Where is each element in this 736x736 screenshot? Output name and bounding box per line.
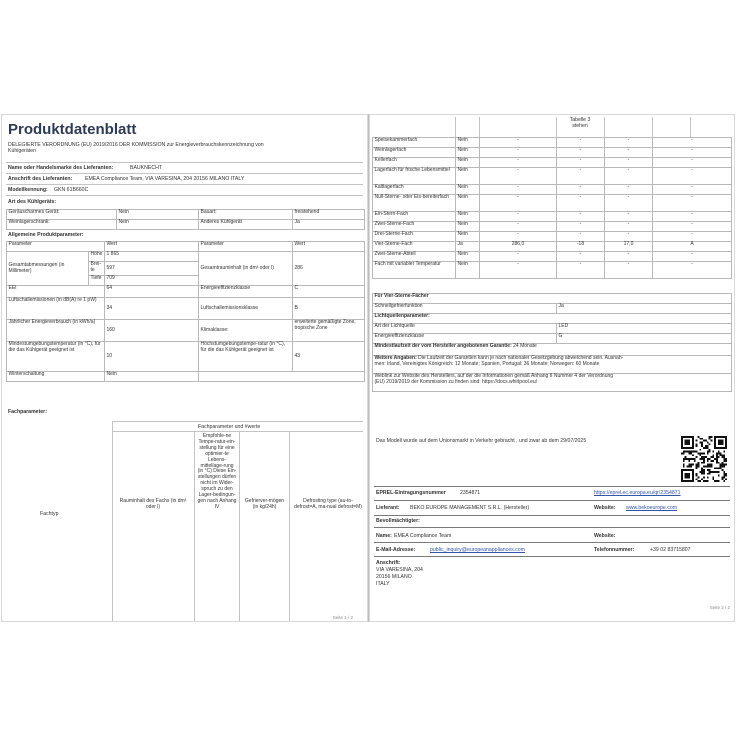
light-heading: Lichtquellenparameter: bbox=[373, 314, 732, 324]
table-cell: Null-Sterne- oder Eis-bereiterfach bbox=[373, 195, 456, 212]
table-cell: - bbox=[557, 232, 605, 242]
table-cell: - bbox=[480, 138, 557, 148]
table-row bbox=[7, 252, 365, 262]
table-cell: Nein bbox=[117, 210, 199, 220]
table-cell: - bbox=[653, 232, 732, 242]
table-cell: 597 bbox=[105, 262, 199, 276]
name-label: Name: bbox=[376, 533, 392, 539]
table-cell: - bbox=[653, 252, 732, 262]
regulation-line-1: DELEGIERTE VERORDNUNG (EU) 2019/2016 DER KOMMISSION zur Energieverbrauchskennzeichnung von bbox=[8, 142, 264, 148]
table-cell: Drei-Sterne-Fach bbox=[373, 232, 456, 242]
table-row bbox=[373, 356, 732, 374]
page-number: Seite 1 / 2 bbox=[332, 615, 353, 620]
table-header-line-1: Tabelle 3 bbox=[569, 117, 591, 123]
table-cell: - bbox=[480, 158, 557, 168]
table-cell: - bbox=[653, 262, 732, 279]
table-cell: Nein bbox=[456, 185, 480, 195]
table-cell: Jährlicher Energieverbrauch (in kWh/a) bbox=[7, 320, 105, 342]
table-row bbox=[373, 195, 732, 212]
email-link[interactable]: public_inquiry@europeanappliances.com bbox=[430, 547, 525, 553]
table-cell: B bbox=[293, 298, 365, 320]
website-link[interactable]: www.bekoeurope.com bbox=[626, 505, 678, 511]
table-cell: -18 bbox=[557, 242, 605, 252]
table-cell: - bbox=[557, 252, 605, 262]
table-cell: 43 bbox=[293, 342, 365, 372]
eprel-label: EPREL-Eintragungsnummer bbox=[376, 490, 446, 496]
table-cell: - bbox=[557, 212, 605, 222]
table-row bbox=[7, 342, 365, 372]
table-cell: 17,0 bbox=[605, 242, 653, 252]
header-cell: Wert bbox=[293, 242, 365, 252]
table-cell: - bbox=[557, 148, 605, 158]
table-cell: - bbox=[653, 185, 732, 195]
table-cell: 160 bbox=[105, 320, 199, 342]
table-row bbox=[7, 320, 365, 342]
table-cell: Nein bbox=[456, 148, 480, 158]
table-cell: Nein bbox=[456, 158, 480, 168]
table-row bbox=[373, 324, 732, 334]
table-cell: C bbox=[293, 286, 365, 298]
table-cell: - bbox=[605, 185, 653, 195]
table-cell: - bbox=[557, 262, 605, 279]
table-cell: Nein bbox=[456, 252, 480, 262]
table-cell: Nein bbox=[117, 220, 199, 230]
appliance-type-heading: Art des Kühlgeräts: bbox=[8, 199, 57, 205]
table-row bbox=[7, 286, 365, 298]
freeze-col-header: Gefrierver-mögen (in kg/24h) bbox=[244, 498, 285, 510]
table-row bbox=[373, 232, 732, 242]
name-value: EMEA Compliance Team bbox=[394, 533, 452, 539]
table-cell: - bbox=[653, 222, 732, 232]
weblink-line-2: (EU) 2019/2019 der Kommission zu finden sind: https://docs.whirlpool.eu/ bbox=[374, 378, 538, 385]
table-cell: Kellerfach bbox=[373, 158, 456, 168]
table-header-row bbox=[7, 242, 365, 252]
table-row bbox=[373, 242, 732, 252]
table-cell: - bbox=[480, 195, 557, 212]
eprel-number: 2354871 bbox=[460, 490, 481, 496]
further-info-label: Weitere Angaben: bbox=[374, 355, 417, 361]
table-cell: LED bbox=[557, 324, 732, 334]
model-id: GKN 61B660C bbox=[54, 187, 89, 193]
table-cell: - bbox=[653, 138, 732, 148]
table-row bbox=[373, 158, 732, 168]
table-cell: Nein bbox=[456, 138, 480, 148]
table-cell: Lagerfach für frische Lebensmittel bbox=[373, 168, 456, 185]
table-cell: Winterschaltung bbox=[7, 372, 105, 382]
table-cell: 10 bbox=[105, 342, 199, 372]
phone-label: Telefonnummer: bbox=[594, 547, 635, 553]
table-row bbox=[373, 148, 732, 158]
table-cell: Gesamtrauminhalt (in dm³ oder l) bbox=[199, 252, 293, 286]
market-date: Das Modell wurde auf dem Unionsmarkt in Verkehr gebracht , und zwar ab dem 29/07/2025 bbox=[376, 438, 587, 444]
address-line-1: VIA VARESINA, 204 bbox=[376, 567, 423, 573]
table-cell: Art der Lichtquelle bbox=[373, 324, 557, 334]
eprel-link[interactable]: https://eprel.ec.europa.eu/qr/2354871 bbox=[594, 490, 681, 496]
table-cell: - bbox=[605, 252, 653, 262]
address-line-3: ITALY bbox=[376, 581, 390, 587]
table-cell: Luftschallemissionen (in dB(A) re 1 pW) bbox=[7, 298, 105, 320]
table-cell: A bbox=[653, 242, 732, 252]
table-cell: Klimaklasse: bbox=[199, 320, 293, 342]
table-cell: Energieeffizienzklasse bbox=[373, 334, 557, 344]
table-cell: - bbox=[557, 138, 605, 148]
table-row bbox=[7, 298, 365, 320]
representative-label: Bevollmächtigter: bbox=[376, 518, 420, 524]
table-cell: - bbox=[605, 168, 653, 185]
table-cell: - bbox=[653, 168, 732, 185]
table-cell: - bbox=[653, 158, 732, 168]
table-cell: Energieeffizienzklasse bbox=[199, 286, 293, 298]
table-row bbox=[373, 168, 732, 185]
table-row bbox=[373, 212, 732, 222]
table-row bbox=[373, 185, 732, 195]
table-cell: - bbox=[605, 195, 653, 212]
table-cell: - bbox=[480, 232, 557, 242]
appliance-type-table bbox=[6, 209, 365, 230]
table-cell: - bbox=[605, 158, 653, 168]
table-cell: Nein bbox=[456, 212, 480, 222]
table-cell: Tiefe bbox=[89, 276, 105, 286]
table-cell: Vier-Sterne-Fach bbox=[373, 242, 456, 252]
table-cell: 709 bbox=[105, 276, 199, 286]
general-params-heading: Allgemeine Produktparameter: bbox=[8, 232, 84, 238]
table-cell: - bbox=[557, 195, 605, 212]
table-cell: Geräuscharmes Gerät: bbox=[7, 210, 117, 220]
table-cell: 286 bbox=[293, 252, 365, 286]
table-cell: - bbox=[480, 262, 557, 279]
table-cell: - bbox=[480, 148, 557, 158]
table-cell: - bbox=[557, 185, 605, 195]
further-info-line-1: Die Laufzeit der Garantien kann je nach nationaler Gesetzgebung abweichend sein. Ausnah- bbox=[418, 355, 624, 361]
table-cell: - bbox=[557, 168, 605, 185]
table-cell: - bbox=[605, 262, 653, 279]
table-cell: Nein bbox=[105, 372, 199, 382]
page-title: Produktdatenblatt bbox=[8, 121, 137, 138]
supplier-value: BEKO EUROPE MANAGEMENT S.R.L. (Hersteller) bbox=[410, 505, 530, 511]
table-cell: Luftschallemissionsklasse bbox=[199, 298, 293, 320]
table-cell: Ja bbox=[293, 220, 365, 230]
table-row bbox=[373, 334, 732, 344]
table-cell: - bbox=[480, 252, 557, 262]
table-cell: Zwei-Sterne-Abteil bbox=[373, 252, 456, 262]
table-row bbox=[373, 294, 732, 304]
table-cell: Mindestumgebungstemperatur (in °C), für die das Kühlgerät geeignet ist bbox=[7, 342, 105, 372]
model-label: Modellkennung: bbox=[8, 187, 48, 193]
table-cell: freistehend bbox=[293, 210, 365, 220]
table-cell: - bbox=[557, 222, 605, 232]
table-cell: - bbox=[653, 195, 732, 212]
address-label: Anschrift: bbox=[376, 560, 401, 566]
supplier-label: Lieferant: bbox=[376, 505, 400, 511]
table-cell: - bbox=[480, 168, 557, 185]
table-row bbox=[7, 372, 365, 382]
table-cell: erweiterte gemäßigte Zone, tropische Zone bbox=[293, 320, 365, 342]
guarantee-value: 24 Monate bbox=[513, 343, 537, 349]
table-cell: Kaltlagerfach bbox=[373, 185, 456, 195]
table-cell: Ja bbox=[456, 242, 480, 252]
table-row bbox=[373, 252, 732, 262]
guarantee-label: Mindestlaufzeit der vom Hersteller angebotenen Garantie: bbox=[374, 343, 512, 349]
supplier-address: EMEA Compliance Team, VIA VARESINA, 204 20156 MILANO ITALY bbox=[85, 176, 245, 182]
qr-code[interactable] bbox=[681, 436, 727, 482]
supplier-name: BAUKNECHT bbox=[130, 165, 162, 171]
table-cell: - bbox=[653, 212, 732, 222]
dimensions-label: Gesamtabmessungen (in Millimeter) bbox=[7, 252, 89, 286]
table-cell: Zwei-Sterne-Fach bbox=[373, 222, 456, 232]
table-cell: Brei-te bbox=[89, 262, 105, 276]
email-label: E-Mail-Adresse: bbox=[376, 547, 416, 553]
table-cell: - bbox=[480, 222, 557, 232]
table-cell: 34 bbox=[105, 298, 199, 320]
table-cell: Weinlagerschrank: bbox=[7, 220, 117, 230]
table-cell: Schnellgefrierfunktion bbox=[373, 304, 557, 314]
table-row bbox=[7, 220, 365, 230]
four-star-table bbox=[372, 293, 732, 392]
further-info-line-2: men: Irland, Vereinigtes Königreich: 12 Monate; Spanien, Portugal: 36 Monate; Norwegen: 60 Monate bbox=[374, 360, 600, 367]
table-cell: Ein-Stern-Fach bbox=[373, 212, 456, 222]
table-cell: Höchstumgebungstempe-ratur (in °C), für die das Kühlgerät geeignet ist bbox=[199, 342, 293, 372]
table-row bbox=[373, 262, 732, 279]
table-cell: 1 865 bbox=[105, 252, 199, 262]
table-cell: - bbox=[605, 232, 653, 242]
table-cell: Weinlagerfach bbox=[373, 148, 456, 158]
table-cell: - bbox=[557, 158, 605, 168]
table-cell: 64 bbox=[105, 286, 199, 298]
table-cell: Speisekammerfach bbox=[373, 138, 456, 148]
supplier-name-label: Name oder Handelsmarke des Lieferanten: bbox=[8, 165, 114, 171]
volume-col-header: Rauminhalt des Fachs (in dm³ oder l) bbox=[119, 498, 187, 510]
compartment-table bbox=[372, 137, 732, 279]
table-cell: - bbox=[653, 148, 732, 158]
fachparameter-header: Fachparameter und #werte bbox=[198, 424, 261, 430]
supplier-address-label: Anschrift des Lieferanten: bbox=[8, 176, 73, 182]
table-cell: Nein bbox=[456, 222, 480, 232]
weblink-line-1: Weblink zur Website des Herstellers, auf der die Informationen gemäß Anhang II Nummer 4 der Verordnung bbox=[374, 373, 614, 379]
table-cell: Anderes Kühlgerät bbox=[199, 220, 293, 230]
table-row bbox=[373, 344, 732, 356]
table-row bbox=[373, 314, 732, 324]
website-label: Website: bbox=[594, 505, 616, 511]
table-cell: - bbox=[605, 212, 653, 222]
table-cell: EEI bbox=[7, 286, 105, 298]
table-row bbox=[373, 304, 732, 314]
table-cell: Nein bbox=[456, 232, 480, 242]
header-cell: Parameter bbox=[7, 242, 105, 252]
table-row bbox=[373, 222, 732, 232]
table-cell: Nein bbox=[456, 168, 480, 185]
table-cell: Nein bbox=[456, 262, 480, 279]
table-cell: Nein bbox=[456, 195, 480, 212]
datasheet-page-2 bbox=[369, 114, 735, 622]
general-params-table bbox=[6, 241, 365, 382]
table-cell: - bbox=[480, 185, 557, 195]
four-star-heading: Für Vier-Sterne-Fächer bbox=[373, 294, 732, 304]
address-line-2: 20156 MILANO bbox=[376, 574, 412, 580]
table-cell: 286,0 bbox=[480, 242, 557, 252]
table-cell: Ja bbox=[557, 304, 732, 314]
header-cell: Wert bbox=[105, 242, 199, 252]
table-cell: Bauart: bbox=[199, 210, 293, 220]
table-cell: - bbox=[605, 148, 653, 158]
table-cell: Fach mit variabler Temperatur bbox=[373, 262, 456, 279]
table-cell: - bbox=[605, 222, 653, 232]
table-cell: G bbox=[557, 334, 732, 344]
page-number: Seite 2 / 2 bbox=[709, 605, 730, 610]
fachtyp-label: Fachtyp bbox=[40, 511, 59, 517]
defrost-col-header: Defrosting type (au-to-defrost=A, ma-nual defrost=M) bbox=[294, 498, 362, 510]
header-cell: Parameter bbox=[199, 242, 293, 252]
table-header-line-2: stehen bbox=[572, 123, 588, 129]
table-row bbox=[373, 374, 732, 392]
table-row bbox=[7, 210, 365, 220]
phone-value: +39 02 83715807 bbox=[650, 547, 691, 553]
table-cell: - bbox=[605, 138, 653, 148]
compartment-heading: Fachparameter: bbox=[8, 409, 47, 415]
datasheet-page-1 bbox=[1, 114, 368, 622]
table-cell: Höhe bbox=[89, 252, 105, 262]
website2-label: Website: bbox=[594, 533, 616, 539]
table-cell bbox=[199, 372, 365, 382]
regulation-line-2: Kühlgeräten bbox=[8, 148, 36, 154]
table-row bbox=[373, 138, 732, 148]
temperature-col-header: Empfohle-ne Tempe-ratur-ein-stellung für eine optimier-te Lebens-mittellage-rung (in °C) Diese Ein-stellungen dürfen nicht im Wider-spruch zu den Lager-bedingun-gen nach Anhang IV bbox=[197, 433, 237, 510]
table-cell: - bbox=[480, 212, 557, 222]
